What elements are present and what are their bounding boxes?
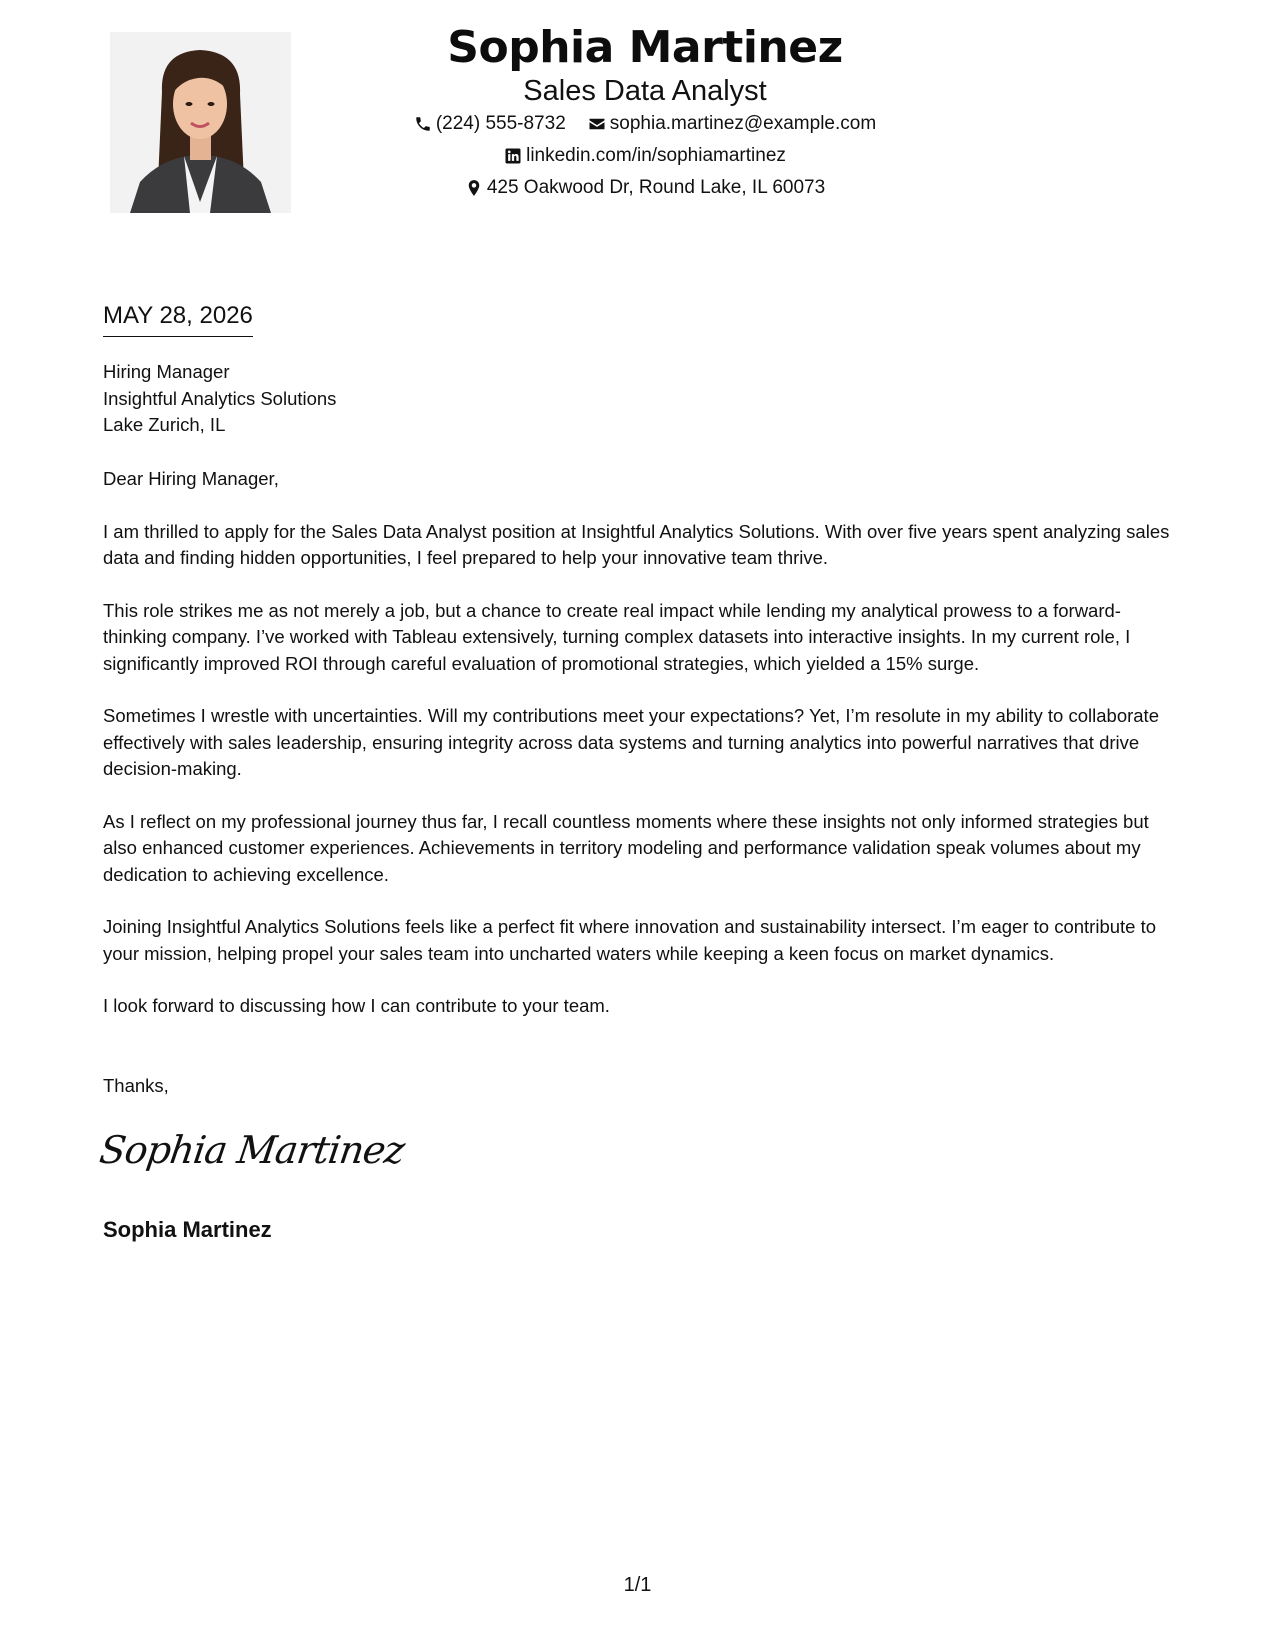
recipient-name: Hiring Manager [103,361,230,382]
body-paragraph: Joining Insightful Analytics Solutions feels like a perfect fit where innovation and sustainability intersect. I’m eager to contribute to your mission, helping propel your sales team into uncharted waters while keeping a keen focus on market dynamics. [103,916,1157,964]
handwritten-signature [96,1128,407,1172]
contact-line-1 [300,108,990,140]
address-text: 425 Oakwood Dr, Round Lake, IL 60073 [486,177,826,198]
body-paragraph: I am thrilled to apply for the Sales Data Analyst position at Insightful Analytics Solutions. With over five years spent analyzing sales data and finding hidden opportunities, I feel prepared to help your innovative team thrive. [103,520,1170,568]
linkedin-contact[interactable] [504,140,786,172]
recipient-block [103,359,336,439]
letter-date: MAY 28, 2026 [103,300,253,337]
body-paragraph: I look forward to discussing how I can contribute to your team. [103,995,610,1016]
recipient-company: Insightful Analytics Solutions [103,387,337,409]
contact-line-2 [300,140,990,172]
page-number: 1/1 [623,1574,652,1596]
map-pin-icon [465,179,483,197]
email-contact[interactable] [588,108,876,140]
phone-contact[interactable] [414,108,566,140]
profile-photo [110,32,291,213]
body-paragraph: Sometimes I wrestle with uncertainties. Will my contributions meet your expectations? Yet, I’m resolute in my ability to collaborate effectively with sales leadership, ensuring integrity across data systems and turning analytics into powerful narratives that drive decision-making. [103,705,1159,779]
applicant-title: Sales Data Analyst [523,75,767,107]
salutation: Dear Hiring Manager, [103,468,279,489]
letter-body [103,466,1178,1046]
closing-text: Thanks, [103,1075,169,1096]
phone-icon [414,115,432,133]
applicant-name: Sophia Martinez [447,22,843,73]
address-contact [465,172,825,204]
phone-text: (224) 555-8732 [435,113,566,134]
signer-name: Sophia Martinez [103,1217,272,1242]
body-paragraph: This role strikes me as not merely a job, but a chance to create real impact while lending my analytical prowess to a forward-thinking company. I’ve worked with Tableau extensively, turning complex datasets into interactive insights. In my current role, I significantly improved ROI through careful evaluation of promotional strategies, which yielded a 15% surge. [103,599,1131,674]
email-text: sophia.martinez@example.com [609,113,877,134]
signature-text: Sophia Martinez [96,1128,407,1172]
body-paragraph: As I reflect on my professional journey thus far, I recall countless moments where these insights not only informed strategies but also enhanced customer experiences. Achievements in territory modeling and performance validation speak volumes about my dedication to achieving excellence. [103,810,1149,885]
linkedin-text: linkedin.com/in/sophiamartinez [526,145,786,166]
linkedin-icon [504,147,522,165]
contact-line-3 [300,172,990,204]
recipient-location: Lake Zurich, IL [103,414,226,435]
envelope-icon [588,115,606,133]
resume-header [300,20,990,204]
